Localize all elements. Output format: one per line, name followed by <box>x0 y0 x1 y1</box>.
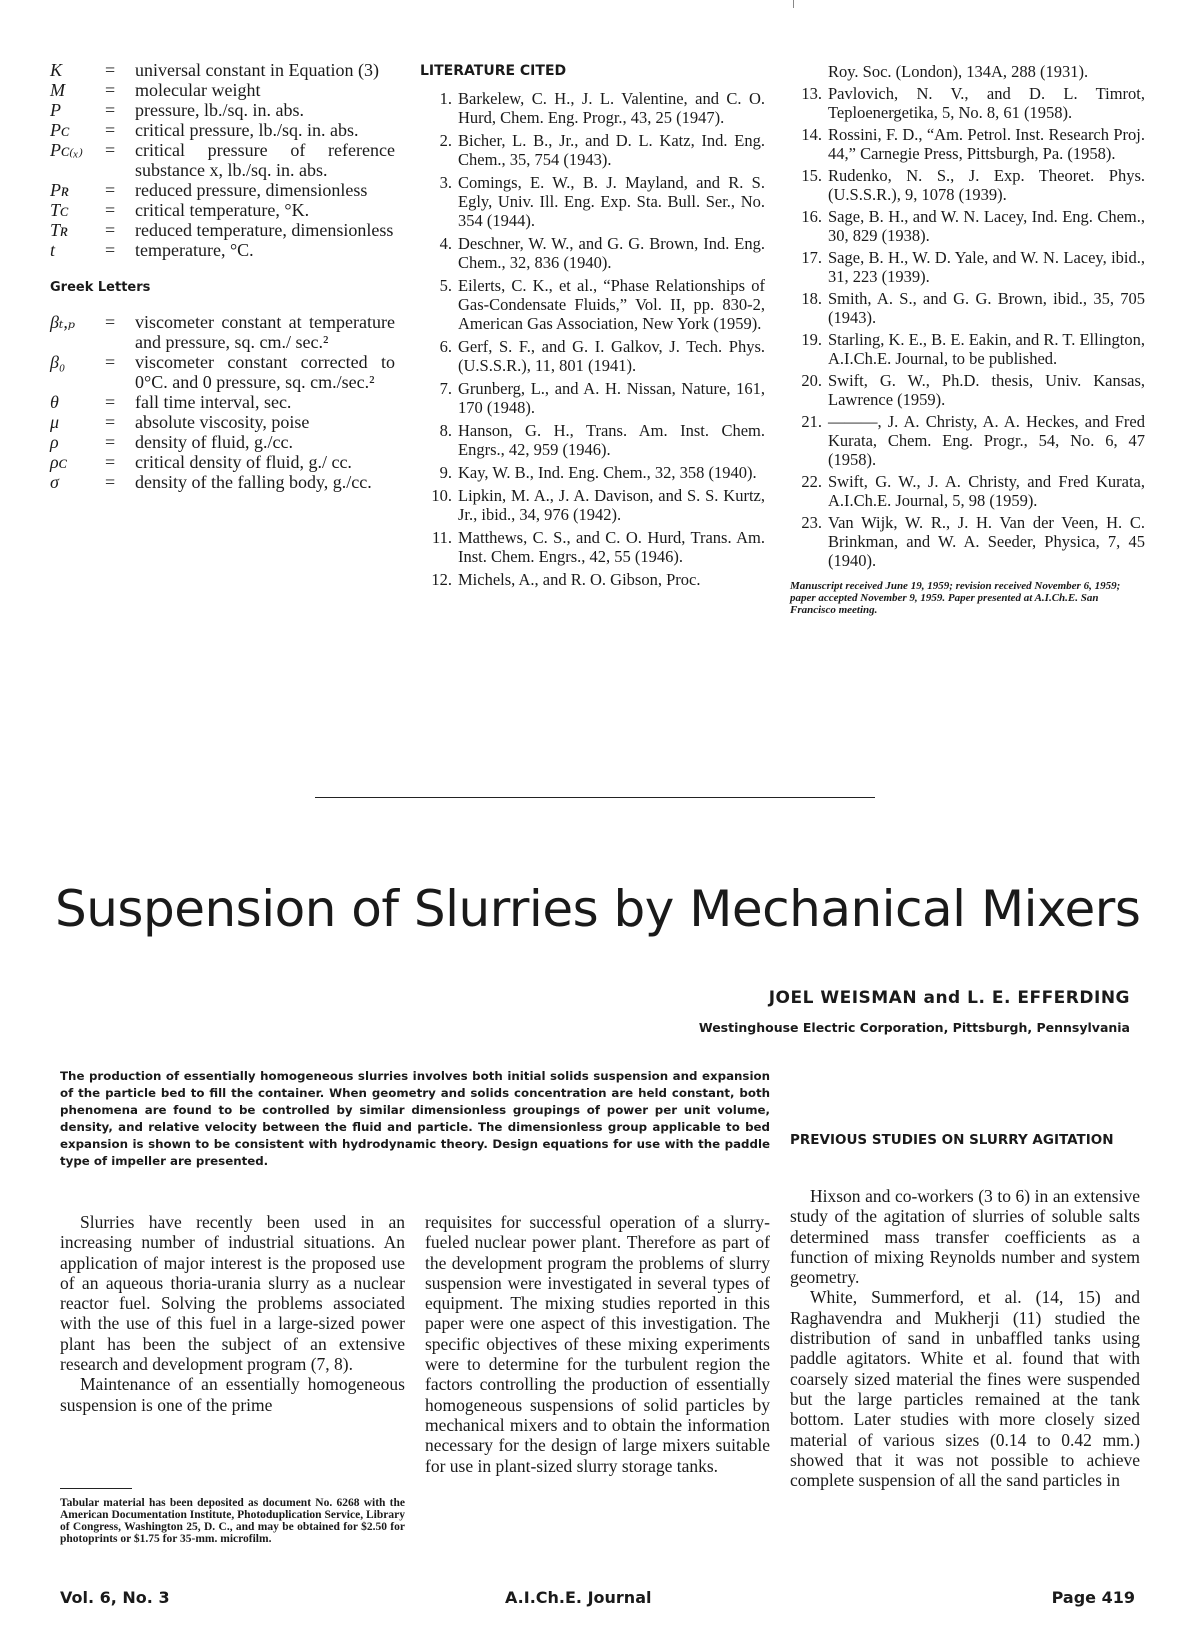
reference-item <box>420 570 765 589</box>
reference-list <box>790 62 1145 570</box>
nomenclature-row <box>50 452 395 472</box>
literature-cited-col1 <box>420 62 765 593</box>
definition: critical temperature, °K. <box>135 200 310 220</box>
reference-number: 11. <box>431 528 452 547</box>
paragraph: Hixson and co-workers (3 to 6) in an extensive study of the agitation of slurries of soluble salts determined mass transfer coefficients as a function of mixing Reynolds number and system geometry. <box>790 1186 1140 1288</box>
reference-number: 22. <box>801 472 822 491</box>
nomenclature-row <box>50 412 395 432</box>
reference-item <box>790 166 1145 204</box>
nomenclature-row <box>50 432 395 452</box>
symbol: K <box>50 60 63 80</box>
symbol: P <box>50 100 61 120</box>
equals-sign: = <box>105 312 116 332</box>
footer-volume: Vol. 6, No. 3 <box>60 1588 170 1607</box>
nomenclature-section <box>50 60 395 492</box>
equals-sign: = <box>105 220 116 240</box>
nomenclature-list <box>50 60 395 260</box>
footer-journal: A.I.Ch.E. Journal <box>505 1588 652 1607</box>
nomenclature-row <box>50 140 395 180</box>
reference-text: Comings, E. W., B. J. Mayland, and R. S. Egly, Univ. Ill. Eng. Exp. Sta. Bull. Ser., No. 354 (1944). <box>458 173 765 230</box>
definition: critical pressure of reference substance x, lb./sq. in. abs. <box>135 140 395 180</box>
article-affiliation: Westinghouse Electric Corporation, Pittsburgh, Pennsylvania <box>698 1020 1130 1035</box>
body-column-2 <box>425 1212 770 1476</box>
equals-sign: = <box>105 100 116 120</box>
reference-item <box>790 207 1145 245</box>
reference-text: Gerf, S. F., and G. I. Galkov, J. Tech. Phys. (U.S.S.R.), 11, 801 (1941). <box>458 337 765 375</box>
reference-item <box>790 371 1145 409</box>
reference-text: Barkelew, C. H., J. L. Valentine, and C. O. Hurd, Chem. Eng. Progr., 43, 25 (1947). <box>458 89 765 127</box>
reference-item <box>420 463 765 482</box>
definition: universal constant in Equation (3) <box>135 60 379 80</box>
symbol: σ <box>50 472 59 492</box>
reference-item <box>790 62 1145 81</box>
reference-item <box>790 248 1145 286</box>
equals-sign: = <box>105 120 116 140</box>
equals-sign: = <box>105 352 116 372</box>
reference-number: 4. <box>439 234 452 253</box>
reference-item <box>420 89 765 127</box>
definition: viscometer constant corrected to 0°C. and 0 pressure, sq. cm./sec.² <box>135 352 395 392</box>
nomenclature-row <box>50 200 395 220</box>
symbol: βₜ,ₚ <box>50 312 76 332</box>
reference-number: 5. <box>439 276 452 295</box>
reference-item <box>790 330 1145 368</box>
definition: temperature, °C. <box>135 240 254 260</box>
reference-item <box>420 379 765 417</box>
reference-item <box>420 276 765 333</box>
reference-text: Starling, K. E., B. E. Eakin, and R. T. Ellington, A.I.Ch.E. Journal, to be published. <box>828 330 1145 368</box>
reference-text: Swift, G. W., J. A. Christy, and Fred Kurata, A.I.Ch.E. Journal, 5, 98 (1959). <box>828 472 1145 510</box>
nomenclature-row <box>50 312 395 352</box>
symbol: t <box>50 240 56 260</box>
reference-text: Van Wijk, W. R., J. H. Van der Veen, H. C. Brinkman, and W. A. Seeder, Physica, 7, 45 (1940). <box>828 513 1145 570</box>
reference-number: 6. <box>439 337 452 356</box>
reference-number: 9. <box>439 463 452 482</box>
reference-text: ———, J. A. Christy, A. A. Heckes, and Fred Kurata, Chem. Eng. Progr., 54, No. 6, 47 (1958). <box>828 412 1145 469</box>
definition: reduced pressure, dimensionless <box>135 180 368 200</box>
definition: viscometer constant at temperature and pressure, sq. cm./ sec.² <box>135 312 395 352</box>
symbol: Tᴄ <box>50 200 69 220</box>
reference-item <box>790 513 1145 570</box>
definition: reduced temperature, dimensionless <box>135 220 394 240</box>
reference-text: Lipkin, M. A., J. A. Davison, and S. S. Kurtz, Jr., ibid., 34, 976 (1942). <box>458 486 765 524</box>
reference-text: Smith, A. S., and G. G. Brown, ibid., 35, 705 (1943). <box>828 289 1145 327</box>
reference-number: 13. <box>801 84 822 103</box>
literature-cited-heading: LITERATURE CITED <box>420 63 567 79</box>
greek-letters-list <box>50 312 395 492</box>
reference-item <box>790 472 1145 510</box>
reference-text: Deschner, W. W., and G. G. Brown, Ind. Eng. Chem., 32, 836 (1940). <box>458 234 765 272</box>
reference-item <box>420 131 765 169</box>
reference-list <box>420 89 765 589</box>
equals-sign: = <box>105 472 116 492</box>
nomenclature-row <box>50 220 395 240</box>
reference-item <box>420 421 765 459</box>
symbol: Tʀ <box>50 220 69 240</box>
symbol: Pᴄ <box>50 120 70 140</box>
reference-number: 21. <box>801 412 822 431</box>
reference-text: Sage, B. H., W. D. Yale, and W. N. Lacey, ibid., 31, 223 (1939). <box>828 248 1145 286</box>
symbol: M <box>50 80 65 100</box>
footnote-rule <box>60 1488 132 1489</box>
equals-sign: = <box>105 432 116 452</box>
reference-text: Bicher, L. B., Jr., and D. L. Katz, Ind. Eng. Chem., 35, 754 (1943). <box>458 131 765 169</box>
reference-number: 14. <box>801 125 822 144</box>
definition: critical density of fluid, g./ cc. <box>135 452 352 472</box>
paragraph: White, Summerford, et al. (14, 15) and Raghavendra and Mukherji (11) studied the distribution of sand in unbaffled tanks using paddle agitators. White et al. found that with coarsely sized material the fines were suspended but the large particles remained at the tank bottom. Later studies with more closely sized material of various sizes (0.14 to 0.42 mm.) showed that it was not possible to achieve complete suspension of all the sand particles in <box>790 1287 1140 1491</box>
reference-item <box>790 125 1145 163</box>
nomenclature-row <box>50 240 395 260</box>
literature-cited-col2 <box>790 62 1145 616</box>
reference-item <box>790 412 1145 469</box>
reference-item <box>420 173 765 230</box>
reference-number: 23. <box>801 513 822 532</box>
definition: molecular weight <box>135 80 261 100</box>
reference-text: Pavlovich, N. V., and D. L. Timrot, Teploenergetika, 5, No. 8, 61 (1958). <box>828 84 1145 122</box>
equals-sign: = <box>105 240 116 260</box>
reference-number <box>790 62 828 81</box>
symbol: μ <box>50 412 60 432</box>
symbol: Pʀ <box>50 180 69 200</box>
equals-sign: = <box>105 412 116 432</box>
reference-number: 1. <box>439 89 452 108</box>
footer-page: Page 419 <box>1051 1588 1135 1607</box>
reference-text: Eilerts, C. K., et al., “Phase Relationships of Gas-Condensate Fluids,” Vol. II, pp. 830-2, American Gas Association, New York (1959). <box>458 276 765 333</box>
footnote: Tabular material has been deposited as document No. 6268 with the American Documentation Institute, Photoduplication Service, Library of Congress, Washington 25, D. C., and may be obtained for $2.50 for photoprints or $1.75 for 35-mm. microfilm. <box>60 1497 405 1545</box>
nomenclature-row <box>50 100 395 120</box>
definition: density of the falling body, g./cc. <box>135 472 372 492</box>
paragraph: requisites for successful operation of a slurry-fueled nuclear power plant. Therefore as part of the development program the problems of slurry suspension were investigated in several types of equipment. The mixing studies reported in this paper were one aspect of this investigation. The specific objectives of these mixing experiments were to determine for the turbulent region the factors controlling the production of essentially homogeneous suspensions of solid particles by mechanical mixers and to obtain the information necessary for the design of large mixers suitable for use in plant-sized slurry storage tanks. <box>425 1212 770 1476</box>
symbol: θ <box>50 392 59 412</box>
symbol: β₀ <box>50 352 66 372</box>
reference-number: 15. <box>801 166 822 185</box>
reference-number: 8. <box>439 421 452 440</box>
reference-item <box>790 289 1145 327</box>
nomenclature-row <box>50 80 395 100</box>
reference-text: Sage, B. H., and W. N. Lacey, Ind. Eng. Chem., 30, 829 (1938). <box>828 207 1145 245</box>
definition: density of fluid, g./cc. <box>135 432 293 452</box>
nomenclature-row <box>50 120 395 140</box>
reference-item <box>420 337 765 375</box>
definition: absolute viscosity, poise <box>135 412 310 432</box>
equals-sign: = <box>105 180 116 200</box>
reference-text: Kay, W. B., Ind. Eng. Chem., 32, 358 (1940). <box>458 463 757 482</box>
section-divider <box>315 797 875 798</box>
nomenclature-row <box>50 60 395 80</box>
reference-item <box>420 528 765 566</box>
reference-item <box>420 234 765 272</box>
equals-sign: = <box>105 200 116 220</box>
nomenclature-row <box>50 472 395 492</box>
paragraph: Slurries have recently been used in an increasing number of industrial situations. An application of major interest is the proposed use of an aqueous thoria-urania slurry as a nuclear reactor fuel. Solving the problems associated with the use of this fuel in a large-sized power plant has been the subject of an extensive research and development program (7, 8). <box>60 1212 405 1375</box>
equals-sign: = <box>105 60 116 80</box>
reference-number: 7. <box>439 379 452 398</box>
reference-item <box>420 486 765 524</box>
reference-item <box>790 84 1145 122</box>
reference-number: 3. <box>439 173 452 192</box>
reference-text: Rossini, F. D., “Am. Petrol. Inst. Research Proj. 44,” Carnegie Press, Pittsburgh, Pa. (1958). <box>828 125 1145 163</box>
reference-text: Roy. Soc. (London), 134A, 288 (1931). <box>828 62 1089 81</box>
reference-number: 2. <box>439 131 452 150</box>
equals-sign: = <box>105 140 116 160</box>
greek-letters-heading: Greek Letters <box>50 280 151 295</box>
top-edge-mark <box>793 0 794 8</box>
reference-number: 20. <box>801 371 822 390</box>
nomenclature-row <box>50 392 395 412</box>
body-column-1 <box>60 1212 405 1415</box>
definition: fall time interval, sec. <box>135 392 292 412</box>
symbol: Pᴄ₍ₓ₎ <box>50 140 84 160</box>
reference-text: Hanson, G. H., Trans. Am. Inst. Chem. Engrs., 42, 959 (1946). <box>458 421 765 459</box>
reference-text: Michels, A., and R. O. Gibson, Proc. <box>458 570 701 589</box>
reference-number: 19. <box>801 330 822 349</box>
nomenclature-row <box>50 352 395 392</box>
reference-text: Matthews, C. S., and C. O. Hurd, Trans. Am. Inst. Chem. Engrs., 42, 55 (1946). <box>458 528 765 566</box>
equals-sign: = <box>105 452 116 472</box>
article-authors: JOEL WEISMAN and L. E. EFFERDING <box>768 988 1130 1008</box>
symbol: ρᴄ <box>50 452 67 472</box>
article-abstract: The production of essentially homogeneous slurries involves both initial solids suspension and expansion of the particle bed to fill the container. When geometry and solids concentration are held constant, both phenomena are found to be controlled by similar dimensionless groupings of power per unit volume, density, and relative velocity between the fluid and particle. The dimensionless group applicable to bed expansion is shown to be consistent with hydrodynamic theory. Design equations for use with the paddle type of impeller are presented. <box>60 1069 770 1168</box>
reference-number: 12. <box>431 570 452 589</box>
reference-text: Grunberg, L., and A. H. Nissan, Nature, 161, 170 (1948). <box>458 379 765 417</box>
section-heading: PREVIOUS STUDIES ON SLURRY AGITATION <box>790 1132 1114 1148</box>
equals-sign: = <box>105 392 116 412</box>
reference-text: Swift, G. W., Ph.D. thesis, Univ. Kansas, Lawrence (1959). <box>828 371 1145 409</box>
definition: pressure, lb./sq. in. abs. <box>135 100 304 120</box>
reference-number: 18. <box>801 289 822 308</box>
symbol: ρ <box>50 432 59 452</box>
reference-number: 17. <box>801 248 822 267</box>
reference-text: Rudenko, N. S., J. Exp. Theoret. Phys. (U.S.S.R.), 9, 1078 (1939). <box>828 166 1145 204</box>
manuscript-note: Manuscript received June 19, 1959; revision received November 6, 1959; paper accepted November 9, 1959. Paper presented at A.I.Ch.E. San Francisco meeting. <box>790 580 1121 616</box>
body-column-3 <box>790 1186 1140 1490</box>
reference-number: 10. <box>431 486 452 505</box>
nomenclature-row <box>50 180 395 200</box>
equals-sign: = <box>105 80 116 100</box>
reference-number: 16. <box>801 207 822 226</box>
paragraph: Maintenance of an essentially homogeneous suspension is one of the prime <box>60 1374 405 1415</box>
definition: critical pressure, lb./sq. in. abs. <box>135 120 359 140</box>
article-title: Suspension of Slurries by Mechanical Mixers <box>55 880 1141 938</box>
